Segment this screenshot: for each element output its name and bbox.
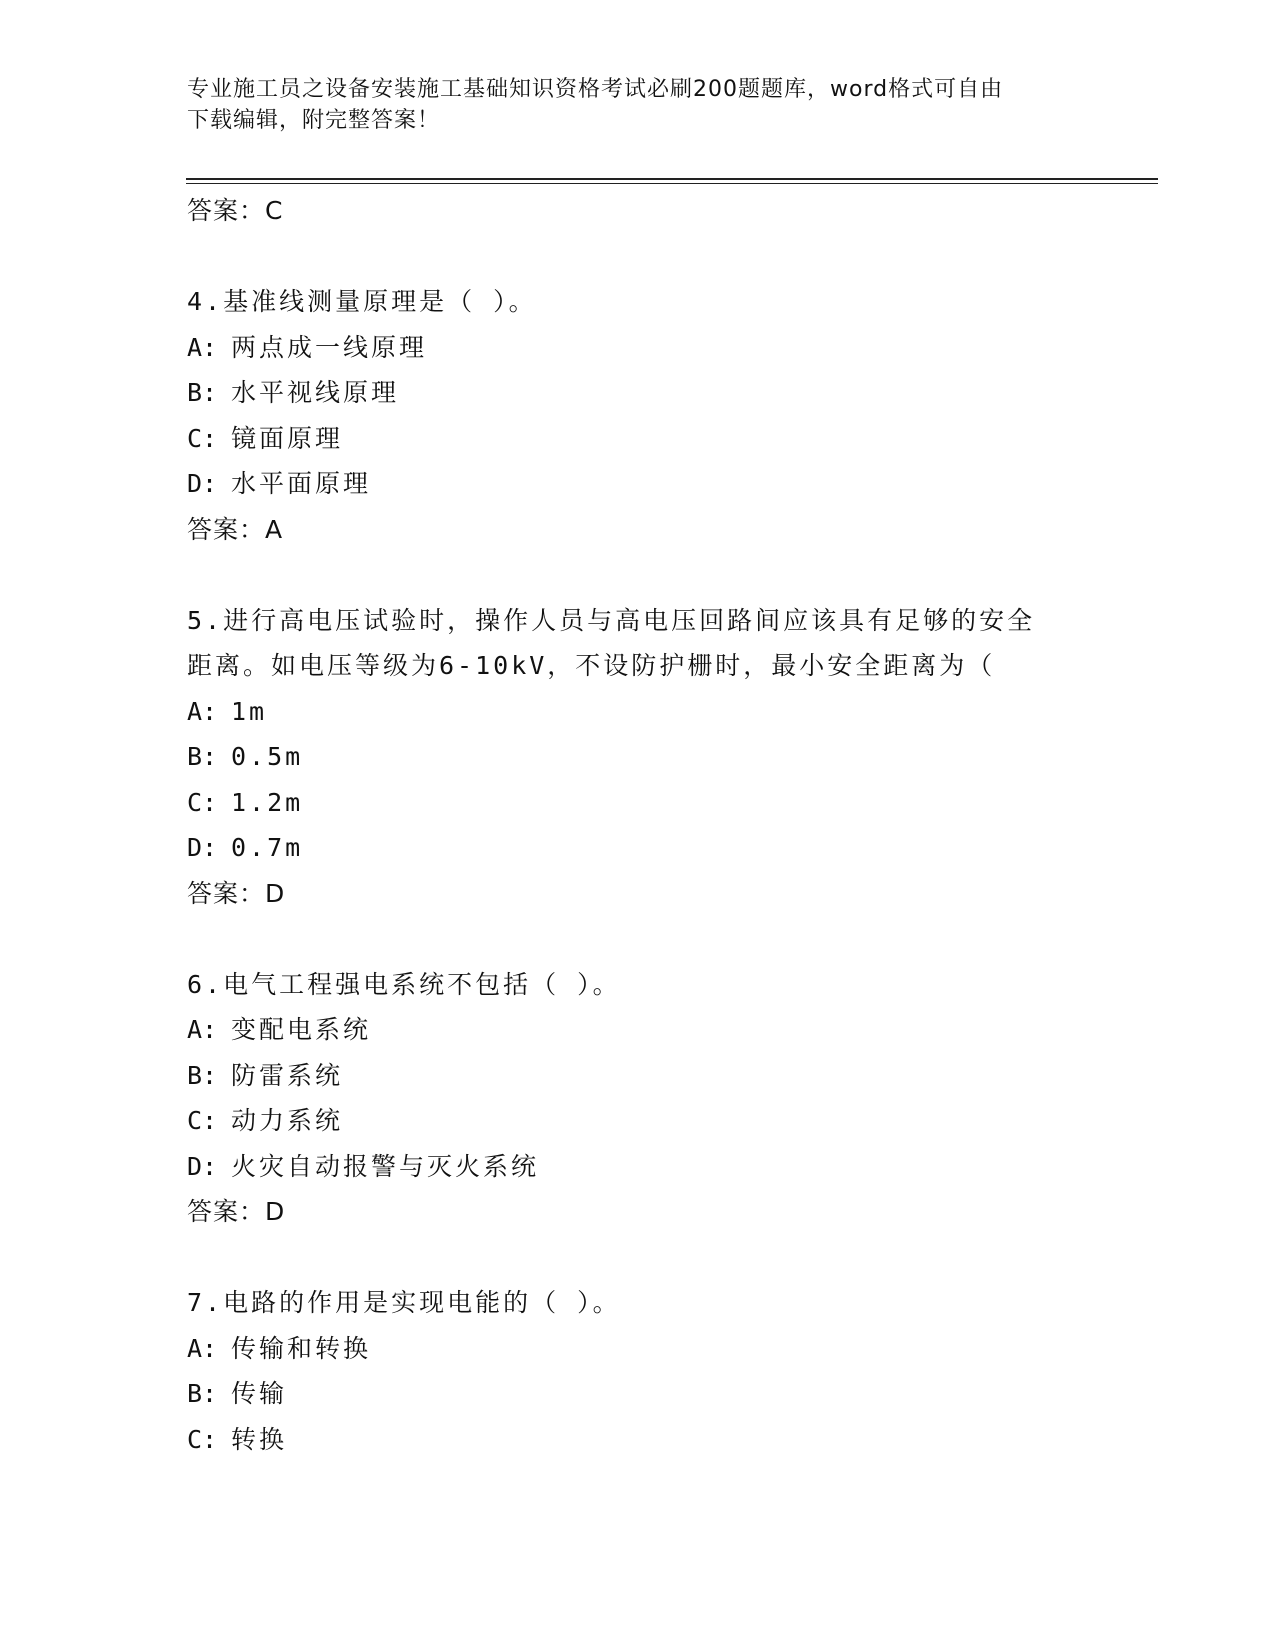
question-block-5 <box>187 598 1147 917</box>
option-c <box>187 780 1147 826</box>
option-text: 转换 <box>231 1424 288 1454</box>
question-block-6 <box>187 962 1147 1235</box>
option-key: C: <box>187 1424 218 1454</box>
option-key: C: <box>187 787 218 817</box>
answer-label: 答案：A <box>187 514 284 544</box>
option-text: 变配电系统 <box>231 1015 372 1044</box>
option-text: 火灾自动报警与灭火系统 <box>231 1151 540 1181</box>
option-key: B: <box>187 1060 218 1090</box>
option-c <box>187 1098 1147 1144</box>
option-b <box>187 1371 1147 1417</box>
question-text: 7.电路的作用是实现电能的（ ）。 <box>187 1288 621 1317</box>
option-c <box>187 1417 1147 1463</box>
question-text: 5.进行高电压试验时，操作人员与高电压回路间应该具有足够的安全 <box>187 605 1036 635</box>
spacer <box>187 1235 1147 1281</box>
option-a <box>187 1007 1147 1053</box>
option-text: 防雷系统 <box>231 1060 344 1090</box>
option-text: 0.7m <box>231 833 304 862</box>
answer-label: 答案：D <box>187 1197 286 1226</box>
option-text: 1.2m <box>231 787 304 817</box>
option-a <box>187 689 1147 735</box>
question-text: 6.电气工程强电系统不包括（ ）。 <box>187 969 621 999</box>
option-key: A: <box>187 1333 218 1363</box>
question-text: 4.基准线测量原理是（ ）。 <box>187 287 537 316</box>
option-text: 传输 <box>231 1379 288 1408</box>
option-text: 两点成一线原理 <box>231 332 428 362</box>
option-d <box>187 1144 1147 1190</box>
option-text: 水平视线原理 <box>231 378 400 407</box>
option-c <box>187 416 1147 462</box>
option-text: 动力系统 <box>231 1106 344 1135</box>
option-key: B: <box>187 378 218 407</box>
answer-label: 答案：C <box>187 196 284 225</box>
question-block-7 <box>187 1280 1147 1462</box>
option-d <box>187 461 1147 507</box>
option-a <box>187 325 1147 371</box>
document-header <box>187 74 1067 136</box>
header-divider-thin <box>186 183 1158 184</box>
answer-label: 答案：D <box>187 878 286 908</box>
option-key: D: <box>187 833 218 862</box>
option-key: C: <box>187 423 218 453</box>
option-key: C: <box>187 1106 218 1135</box>
option-key: D: <box>187 1151 218 1181</box>
option-b <box>187 370 1147 416</box>
option-text: 镜面原理 <box>231 423 344 453</box>
option-text: 水平面原理 <box>231 469 372 498</box>
option-b <box>187 1053 1147 1099</box>
header-title-line-2: 下载编辑，附完整答案！ <box>187 108 441 133</box>
option-key: A: <box>187 332 218 362</box>
option-key: A: <box>187 696 218 726</box>
option-d <box>187 825 1147 871</box>
header-divider-thick <box>186 178 1158 180</box>
option-key: B: <box>187 742 218 771</box>
option-text: 0.5m <box>231 742 304 771</box>
option-text: 1m <box>231 696 268 726</box>
option-key: B: <box>187 1379 218 1408</box>
option-text: 传输和转换 <box>231 1333 372 1363</box>
option-key: D: <box>187 469 218 498</box>
question-list <box>187 188 1147 1462</box>
option-key: A: <box>187 1015 218 1044</box>
spacer <box>187 916 1147 962</box>
spacer <box>187 234 1147 280</box>
spacer <box>187 552 1147 598</box>
question-text-continued: 距离。如电压等级为6-10kV，不设防护栅时，最小安全距离为（ <box>187 651 996 680</box>
option-a <box>187 1326 1147 1372</box>
header-title-line-1: 专业施工员之设备安装施工基础知识资格考试必刷200题题库，word格式可自由 <box>187 77 1004 102</box>
question-block-4 <box>187 279 1147 552</box>
option-b <box>187 734 1147 780</box>
